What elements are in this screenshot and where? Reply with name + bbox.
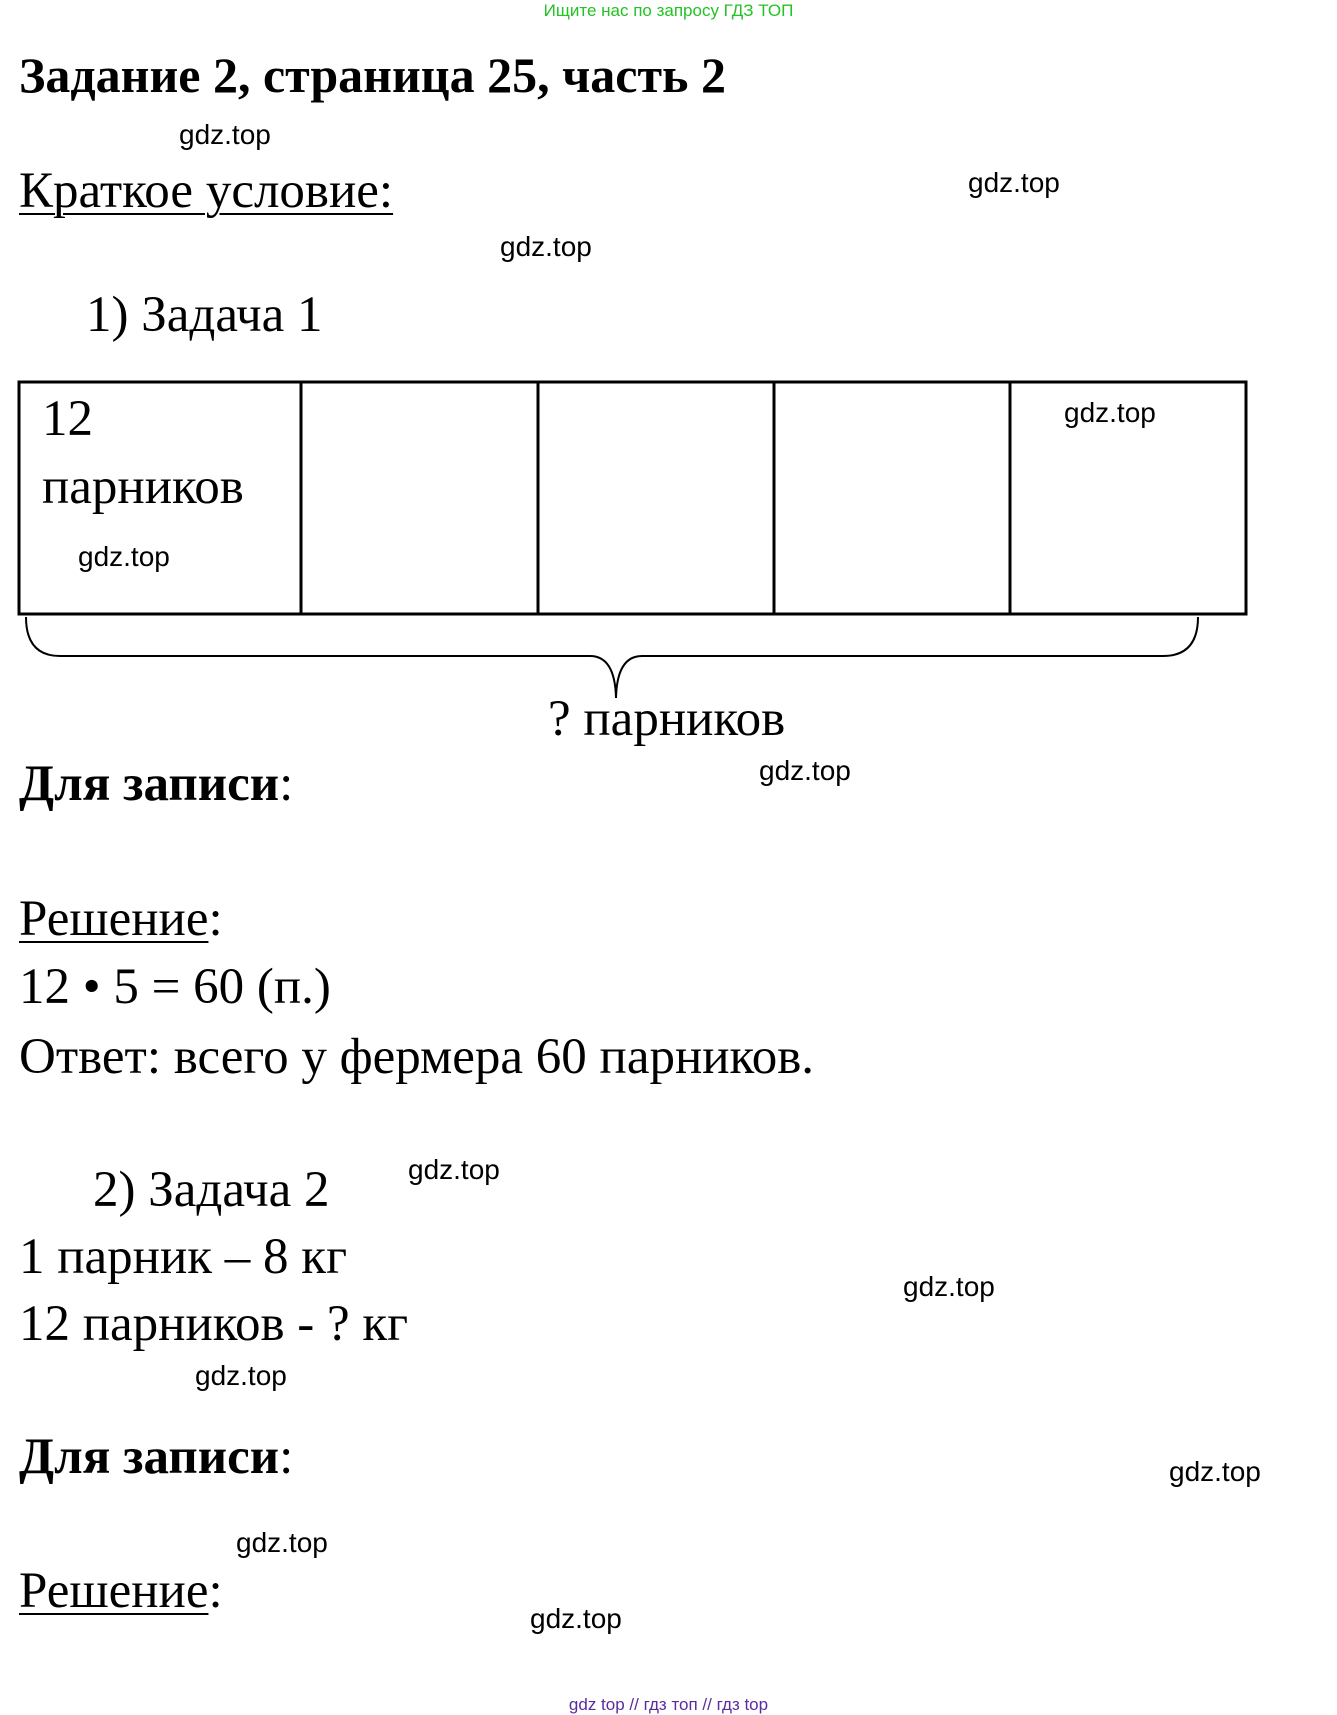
task2-label: 2) Задача 2 (93, 1162, 330, 1218)
task1-answer-line: Ответ: всего у фермера 60 парников. (19, 1029, 815, 1085)
watermark: gdz.top (500, 231, 592, 262)
watermark: gdz.top (408, 1154, 500, 1185)
task2-solution-heading-text: Решение (19, 1563, 209, 1619)
first-cell-unit: парников (42, 459, 244, 515)
page-title: Задание 2, страница 25, часть 2 (19, 47, 726, 103)
watermark: gdz.top (1169, 1456, 1261, 1487)
watermark: gdz.top (903, 1271, 995, 1302)
task1-record-heading (19, 755, 293, 813)
task2-record-colon: : (279, 1429, 294, 1485)
task1-solution-line: 12 • 5 = 60 (п.) (19, 959, 331, 1015)
watermark: gdz.top (236, 1527, 328, 1558)
short-condition-heading-text: Краткое условие: (19, 163, 394, 219)
watermark: gdz.top (179, 119, 271, 150)
task2-record-heading (19, 1428, 293, 1486)
watermark: gdz.top (530, 1603, 622, 1634)
task1-diagram (0, 0, 1337, 720)
task2-line1: 1 парник – 8 кг (19, 1229, 347, 1285)
watermark: gdz.top (968, 167, 1060, 198)
watermark: gdz.top (78, 541, 170, 572)
task1-solution-colon: : (208, 891, 223, 947)
task1-solution-heading-text: Решение (19, 891, 209, 947)
task2-record-heading-text: Для записи (19, 1429, 280, 1485)
task1-label: 1) Задача 1 (86, 287, 323, 343)
watermark: gdz.top (195, 1360, 287, 1391)
top-banner[interactable]: Ищите нас по запросу ГДЗ ТОП (543, 1, 794, 20)
diagram-brace (26, 617, 1198, 698)
footer-links[interactable]: gdz top // гдз топ // гдз top (568, 1695, 769, 1714)
task1-solution-heading (19, 890, 223, 948)
watermark: gdz.top (759, 755, 851, 786)
task2-solution-heading (19, 1562, 223, 1620)
task1-record-colon: : (279, 756, 294, 812)
task1-record-heading-text: Для записи (19, 756, 280, 812)
task2-solution-colon: : (208, 1563, 223, 1619)
task2-line2: 12 парников - ? кг (19, 1296, 409, 1352)
first-cell-value: 12 (42, 391, 93, 447)
watermark: gdz.top (1064, 397, 1156, 428)
brace-label: ? парников (548, 691, 786, 747)
